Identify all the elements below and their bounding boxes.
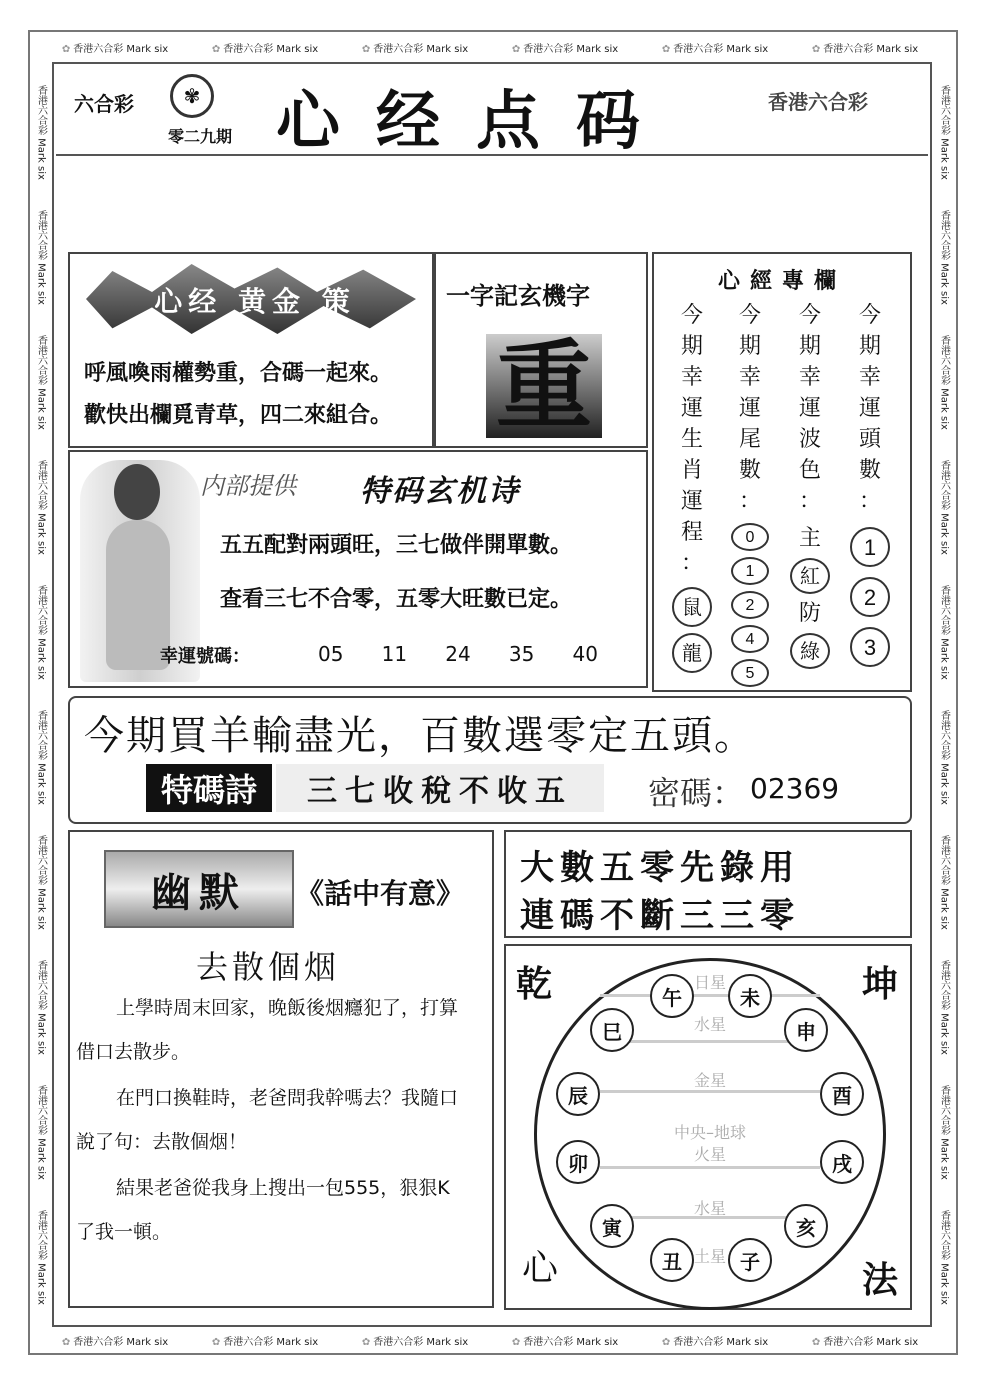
lucky-number: 35 bbox=[508, 642, 535, 666]
poem-title: 特码玄机诗 bbox=[360, 474, 520, 509]
tail-number-badge: 2 bbox=[731, 591, 769, 619]
column-char: 程 bbox=[680, 520, 703, 545]
tip-line-2: 連碼不斷三三零 bbox=[520, 896, 800, 936]
border-label: ✿ 香港六合彩 Mark six bbox=[211, 1337, 319, 1348]
column-char: 幸 bbox=[738, 365, 761, 390]
border-label: ✿ 香港六合彩 Mark six bbox=[511, 44, 619, 55]
lucky-label: 幸運號碼： bbox=[160, 646, 250, 667]
issue-number: 零二九期 bbox=[168, 127, 233, 146]
border-label: 香港六合彩 Mark six bbox=[938, 460, 950, 555]
zodiac-pick-badge: 龍 bbox=[672, 633, 712, 673]
poem-panel bbox=[68, 450, 648, 688]
border-label: 香港六合彩 Mark six bbox=[938, 835, 950, 930]
border-top bbox=[40, 40, 940, 55]
lucky-number: 40 bbox=[572, 642, 598, 666]
border-label: 香港六合彩 Mark six bbox=[938, 335, 950, 430]
column-char: 尾 bbox=[738, 427, 761, 452]
column-zodiac bbox=[672, 300, 712, 673]
column-char: 波 bbox=[798, 427, 821, 452]
golden-banner-text: 心经 黄金 策 bbox=[154, 285, 356, 318]
column-head bbox=[850, 300, 890, 667]
planet-label: 水星 bbox=[693, 1199, 726, 1218]
border-label: ✿ 香港六合彩 Mark six bbox=[211, 44, 319, 55]
column-tail bbox=[730, 300, 770, 687]
column-char: 今 bbox=[738, 303, 761, 328]
border-label: 香港六合彩 Mark six bbox=[35, 1210, 47, 1305]
color-badge: 紅 bbox=[790, 558, 830, 594]
golden-line-1: 呼風喚雨權勢重，合碼一起來。 bbox=[84, 360, 393, 386]
headline-panel bbox=[68, 696, 912, 824]
tips-panel bbox=[504, 830, 912, 938]
column-char: 數 bbox=[858, 458, 881, 483]
zodiac-pick-badge: 鼠 bbox=[672, 587, 712, 627]
poem-provider: 内部提供 bbox=[200, 472, 296, 500]
head-number-badge: 1 bbox=[850, 527, 890, 567]
special-poem-text: 三七收稅不收五 bbox=[276, 764, 604, 812]
humor-paragraph-3: 結果老爸從我身上搜出一包555，狠狠K bbox=[116, 1177, 450, 1199]
color-alt-label: 防 bbox=[798, 601, 821, 626]
planet-label: 土星 bbox=[693, 1247, 726, 1266]
border-label: ✿ 香港六合彩 Mark six bbox=[661, 1337, 769, 1348]
color-main-label: 主 bbox=[798, 526, 821, 551]
column-char: 今 bbox=[858, 303, 881, 328]
special-poem-label: 特碼詩 bbox=[146, 764, 272, 812]
mystery-char: 重 bbox=[496, 329, 592, 442]
border-label: 香港六合彩 Mark six bbox=[938, 1210, 950, 1305]
column-char: 期 bbox=[680, 334, 703, 359]
column-char: 期 bbox=[858, 334, 881, 359]
tail-number-badge: 0 bbox=[731, 523, 769, 551]
planet-label: 火星 bbox=[693, 1145, 726, 1164]
lucky-number: 11 bbox=[381, 642, 408, 666]
golden-line-2: 歡快出欄覓青草，四二來組合。 bbox=[84, 402, 393, 428]
column-char: ： bbox=[798, 489, 821, 514]
border-label: 香港六合彩 Mark six bbox=[35, 335, 47, 430]
border-label: 香港六合彩 Mark six bbox=[938, 1085, 950, 1180]
column-char: 頭 bbox=[858, 427, 881, 452]
column-char: 數 bbox=[738, 458, 761, 483]
zodiac-hai: 亥 bbox=[784, 1204, 828, 1248]
humor-badge bbox=[104, 850, 294, 928]
page-subtitle: 香港六合彩 bbox=[768, 90, 868, 114]
humor-badge-text: 幽默 bbox=[151, 868, 247, 916]
border-label: 香港六合彩 Mark six bbox=[35, 210, 47, 305]
border-label: ✿ 香港六合彩 Mark six bbox=[661, 44, 769, 55]
headline-text: 今期買羊輸盡光，百數選零定五頭。 bbox=[84, 713, 756, 759]
column-char: 運 bbox=[798, 396, 821, 421]
border-label: ✿ 香港六合彩 Mark six bbox=[61, 44, 169, 55]
border-label: 香港六合彩 Mark six bbox=[35, 835, 47, 930]
model-head-shape bbox=[114, 464, 160, 520]
head-number-badge: 2 bbox=[850, 577, 890, 617]
humor-paragraph-1: 上學時周末回家，晚飯後烟癮犯了，打算 bbox=[116, 997, 459, 1019]
border-label: ✿ 香港六合彩 Mark six bbox=[361, 44, 469, 55]
planet-label: 中央–地球 bbox=[673, 1123, 746, 1142]
border-label: 香港六合彩 Mark six bbox=[938, 585, 950, 680]
tail-number-badge: 4 bbox=[731, 625, 769, 653]
border-right bbox=[937, 70, 951, 1320]
column-char: 期 bbox=[738, 334, 761, 359]
zodiac-yin: 寅 bbox=[590, 1204, 634, 1248]
mystery-word-label: 一字記玄機字 bbox=[446, 281, 590, 310]
column-char: 今 bbox=[680, 303, 703, 328]
border-label: 香港六合彩 Mark six bbox=[938, 960, 950, 1055]
border-label: 香港六合彩 Mark six bbox=[35, 710, 47, 805]
column-char: 色 bbox=[798, 458, 821, 483]
border-left bbox=[34, 70, 48, 1320]
column-char: 肖 bbox=[680, 458, 703, 483]
header bbox=[56, 66, 928, 159]
head-number-badge: 3 bbox=[850, 627, 890, 667]
column-char: 運 bbox=[858, 396, 881, 421]
planet-line bbox=[600, 994, 820, 997]
corner-fa: 法 bbox=[862, 1259, 899, 1301]
column-char: 運 bbox=[680, 396, 703, 421]
column-char: ： bbox=[858, 489, 881, 514]
zodiac-mao: 卯 bbox=[556, 1140, 600, 1184]
corner-kun: 坤 bbox=[862, 963, 899, 1005]
planet-label: 日星 bbox=[693, 973, 726, 992]
zodiac-xu: 戌 bbox=[820, 1140, 864, 1184]
zodiac-zi: 子 bbox=[728, 1238, 772, 1282]
border-bottom bbox=[40, 1333, 940, 1348]
color-badge: 綠 bbox=[790, 633, 830, 669]
column-char: 幸 bbox=[798, 365, 821, 390]
column-char: 生 bbox=[680, 427, 703, 452]
lucky-number: 05 bbox=[318, 642, 344, 666]
poem-line-2: 查看三七不合零，五零大旺數已定。 bbox=[220, 586, 573, 612]
column-char: 運 bbox=[680, 489, 703, 514]
border-label: 香港六合彩 Mark six bbox=[35, 85, 47, 180]
column-char: 幸 bbox=[858, 365, 881, 390]
emblem-icon: ✾ bbox=[170, 74, 214, 118]
code-number: 02369 bbox=[750, 772, 840, 805]
column-char: 運 bbox=[738, 396, 761, 421]
tail-number-badge: 1 bbox=[731, 557, 769, 585]
mystery-word-panel bbox=[434, 252, 648, 448]
lucky-number: 24 bbox=[445, 642, 471, 666]
corner-qian: 乾 bbox=[516, 963, 553, 1005]
border-label: ✿ 香港六合彩 Mark six bbox=[61, 1337, 169, 1348]
lucky-numbers bbox=[318, 642, 598, 666]
zodiac-shen: 申 bbox=[784, 1008, 828, 1052]
border-label: 香港六合彩 Mark six bbox=[938, 710, 950, 805]
golden-strategy-panel bbox=[68, 252, 434, 448]
column-char: 幸 bbox=[680, 365, 703, 390]
column-char: 期 bbox=[798, 334, 821, 359]
border-label: 香港六合彩 Mark six bbox=[35, 585, 47, 680]
zodiac-chou: 丑 bbox=[650, 1238, 694, 1282]
humor-paragraph-1-cont: 借口去散步。 bbox=[76, 1041, 191, 1063]
column-color bbox=[790, 300, 830, 669]
poem-line-1: 五五配對兩頭旺，三七做伴開單數。 bbox=[220, 532, 573, 558]
humor-paragraph-2: 在門口換鞋時，老爸問我幹嗎去？我隨口 bbox=[116, 1087, 459, 1109]
tip-line-1: 大數五零先錄用 bbox=[520, 848, 800, 888]
zodiac-wei: 未 bbox=[728, 974, 772, 1018]
border-label: 香港六合彩 Mark six bbox=[938, 210, 950, 305]
zodiac-si: 巳 bbox=[590, 1008, 634, 1052]
border-label: 香港六合彩 Mark six bbox=[35, 1085, 47, 1180]
corner-xin: 心 bbox=[522, 1248, 559, 1289]
mystery-char-block bbox=[486, 329, 602, 442]
tail-number-badge: 5 bbox=[731, 659, 769, 687]
humor-tag: 《話中有意》 bbox=[296, 877, 465, 910]
zodiac-you: 酉 bbox=[820, 1072, 864, 1116]
brand-logo: 六合彩 bbox=[74, 92, 134, 116]
planet-line bbox=[600, 1166, 820, 1169]
planet-label: 金星 bbox=[693, 1071, 726, 1090]
border-label: 香港六合彩 Mark six bbox=[35, 960, 47, 1055]
column-char: 今 bbox=[798, 303, 821, 328]
zodiac-chen: 辰 bbox=[556, 1072, 600, 1116]
planet-label: 水星 bbox=[693, 1015, 726, 1034]
zodiac-wu: 午 bbox=[650, 974, 694, 1018]
column-char: ： bbox=[680, 551, 703, 576]
code-label: 密碼： bbox=[648, 774, 745, 812]
column-char: ： bbox=[738, 489, 761, 514]
humor-paragraph-3-cont: 了我一頓。 bbox=[76, 1221, 172, 1243]
humor-title: 去散個烟 bbox=[196, 948, 341, 986]
humor-paragraph-2-cont: 說了句：去散個烟！ bbox=[76, 1131, 248, 1153]
column-title: 心經專欄 bbox=[717, 268, 846, 294]
border-label: ✿ 香港六合彩 Mark six bbox=[811, 1337, 919, 1348]
border-label: ✿ 香港六合彩 Mark six bbox=[511, 1337, 619, 1348]
border-label: ✿ 香港六合彩 Mark six bbox=[811, 44, 919, 55]
border-label: 香港六合彩 Mark six bbox=[35, 460, 47, 555]
page-title: 心经点码 bbox=[276, 84, 676, 159]
border-label: ✿ 香港六合彩 Mark six bbox=[361, 1337, 469, 1348]
border-label: 香港六合彩 Mark six bbox=[938, 85, 950, 180]
